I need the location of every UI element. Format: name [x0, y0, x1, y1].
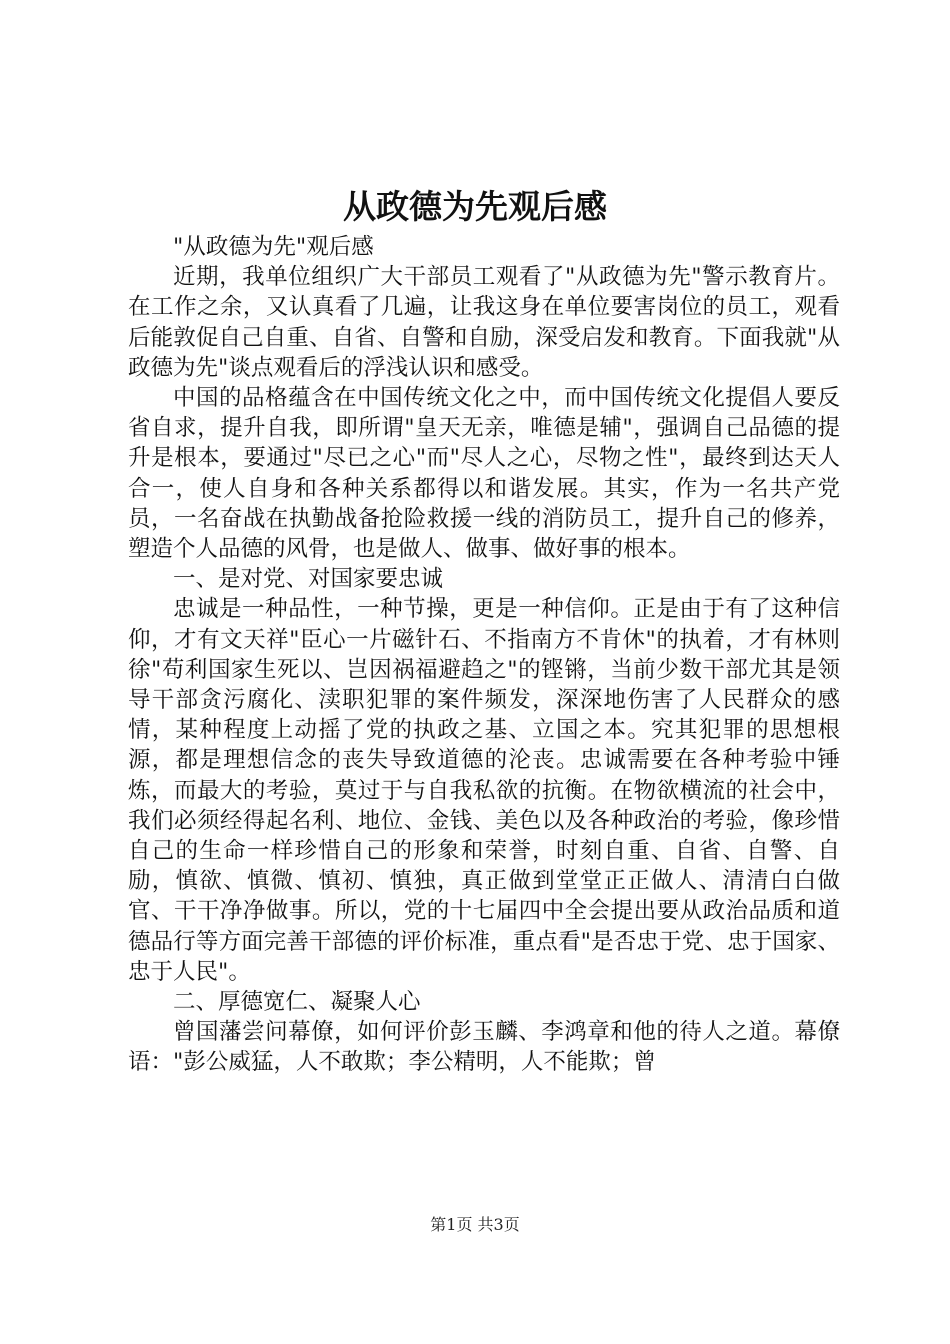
paragraph-intro: 近期，我单位组织广大干部员工观看了"从政德为先"警示教育片。在工作之余，又认真看了几遍，让我这身在单位要害岗位的员工，观看后能敦促自己自重、自省、自警和自励，深受启发和教育。下面我就"从政德为先"谈点观看后的浮浅认识和感受。: [128, 264, 840, 381]
document-body: [128, 232, 840, 1078]
paragraph-loyalty: 忠诚是一种品性，一种节操，更是一种信仰。正是由于有了这种信仰，才有文天祥"臣心一片磁针石、不指南方不肯休"的执着，才有林则徐"苟利国家生死以、岂因祸福避趋之"的铿锵，当前少数干部尤其是领导干部贪污腐化、渎职犯罪的案件频发，深深地伤害了人民群众的感情，某种程度上动摇了党的执政之基、立国之本。究其犯罪的思想根源，都是理想信念的丧失导致道德的沦丧。忠诚需要在各种考验中锤炼，而最大的考验，莫过于与自我私欲的抗衡。在物欲横流的社会中，我们必须经得起名利、地位、金钱、美色以及各种政治的考验，像珍惜自己的生命一样珍惜自己的形象和荣誉，时刻自重、自省、自警、自励，慎欲、慎微、慎初、慎独，真正做到堂堂正正做人、清清白白做官、干干净净做事。所以，党的十七届四中全会提出要从政治品质和道德品行等方面完善干部德的评价标准，重点看"是否忠于党、忠于国家、忠于人民"。: [128, 596, 840, 985]
document-title: 从政德为先观后感: [343, 187, 607, 226]
paragraph-tradition: 中国的品格蕴含在中国传统文化之中，而中国传统文化提倡人要反省自求，提升自我，即所谓"皇天无亲，唯德是辅"，强调自己品德的提升是根本，要通过"尽已之心"而"尽人之心，尽物之性"，最终到达天人合一，使人自身和各种关系都得以和谐发展。其实，作为一名共产党员，一名奋战在执勤战备抢险救援一线的消防员工，提升自己的修养，塑造个人品德的风骨，也是做人、做事、做好事的根本。: [128, 385, 840, 563]
paragraph-subtitle: "从政德为先"观后感: [173, 234, 374, 260]
section-heading-loyalty: 一、是对党、对国家要忠诚: [173, 566, 444, 593]
paragraph-zeng-guofan: 曾国藩尝问幕僚，如何评价彭玉麟、李鸿章和他的待人之道。幕僚语："彭公威猛，人不敢欺；李公精明，人不能欺；曾: [128, 1019, 840, 1076]
section-heading-virtue: 二、厚德宽仁、凝聚人心: [173, 989, 421, 1016]
page-footer: 第1页 共3页: [430, 1215, 520, 1234]
